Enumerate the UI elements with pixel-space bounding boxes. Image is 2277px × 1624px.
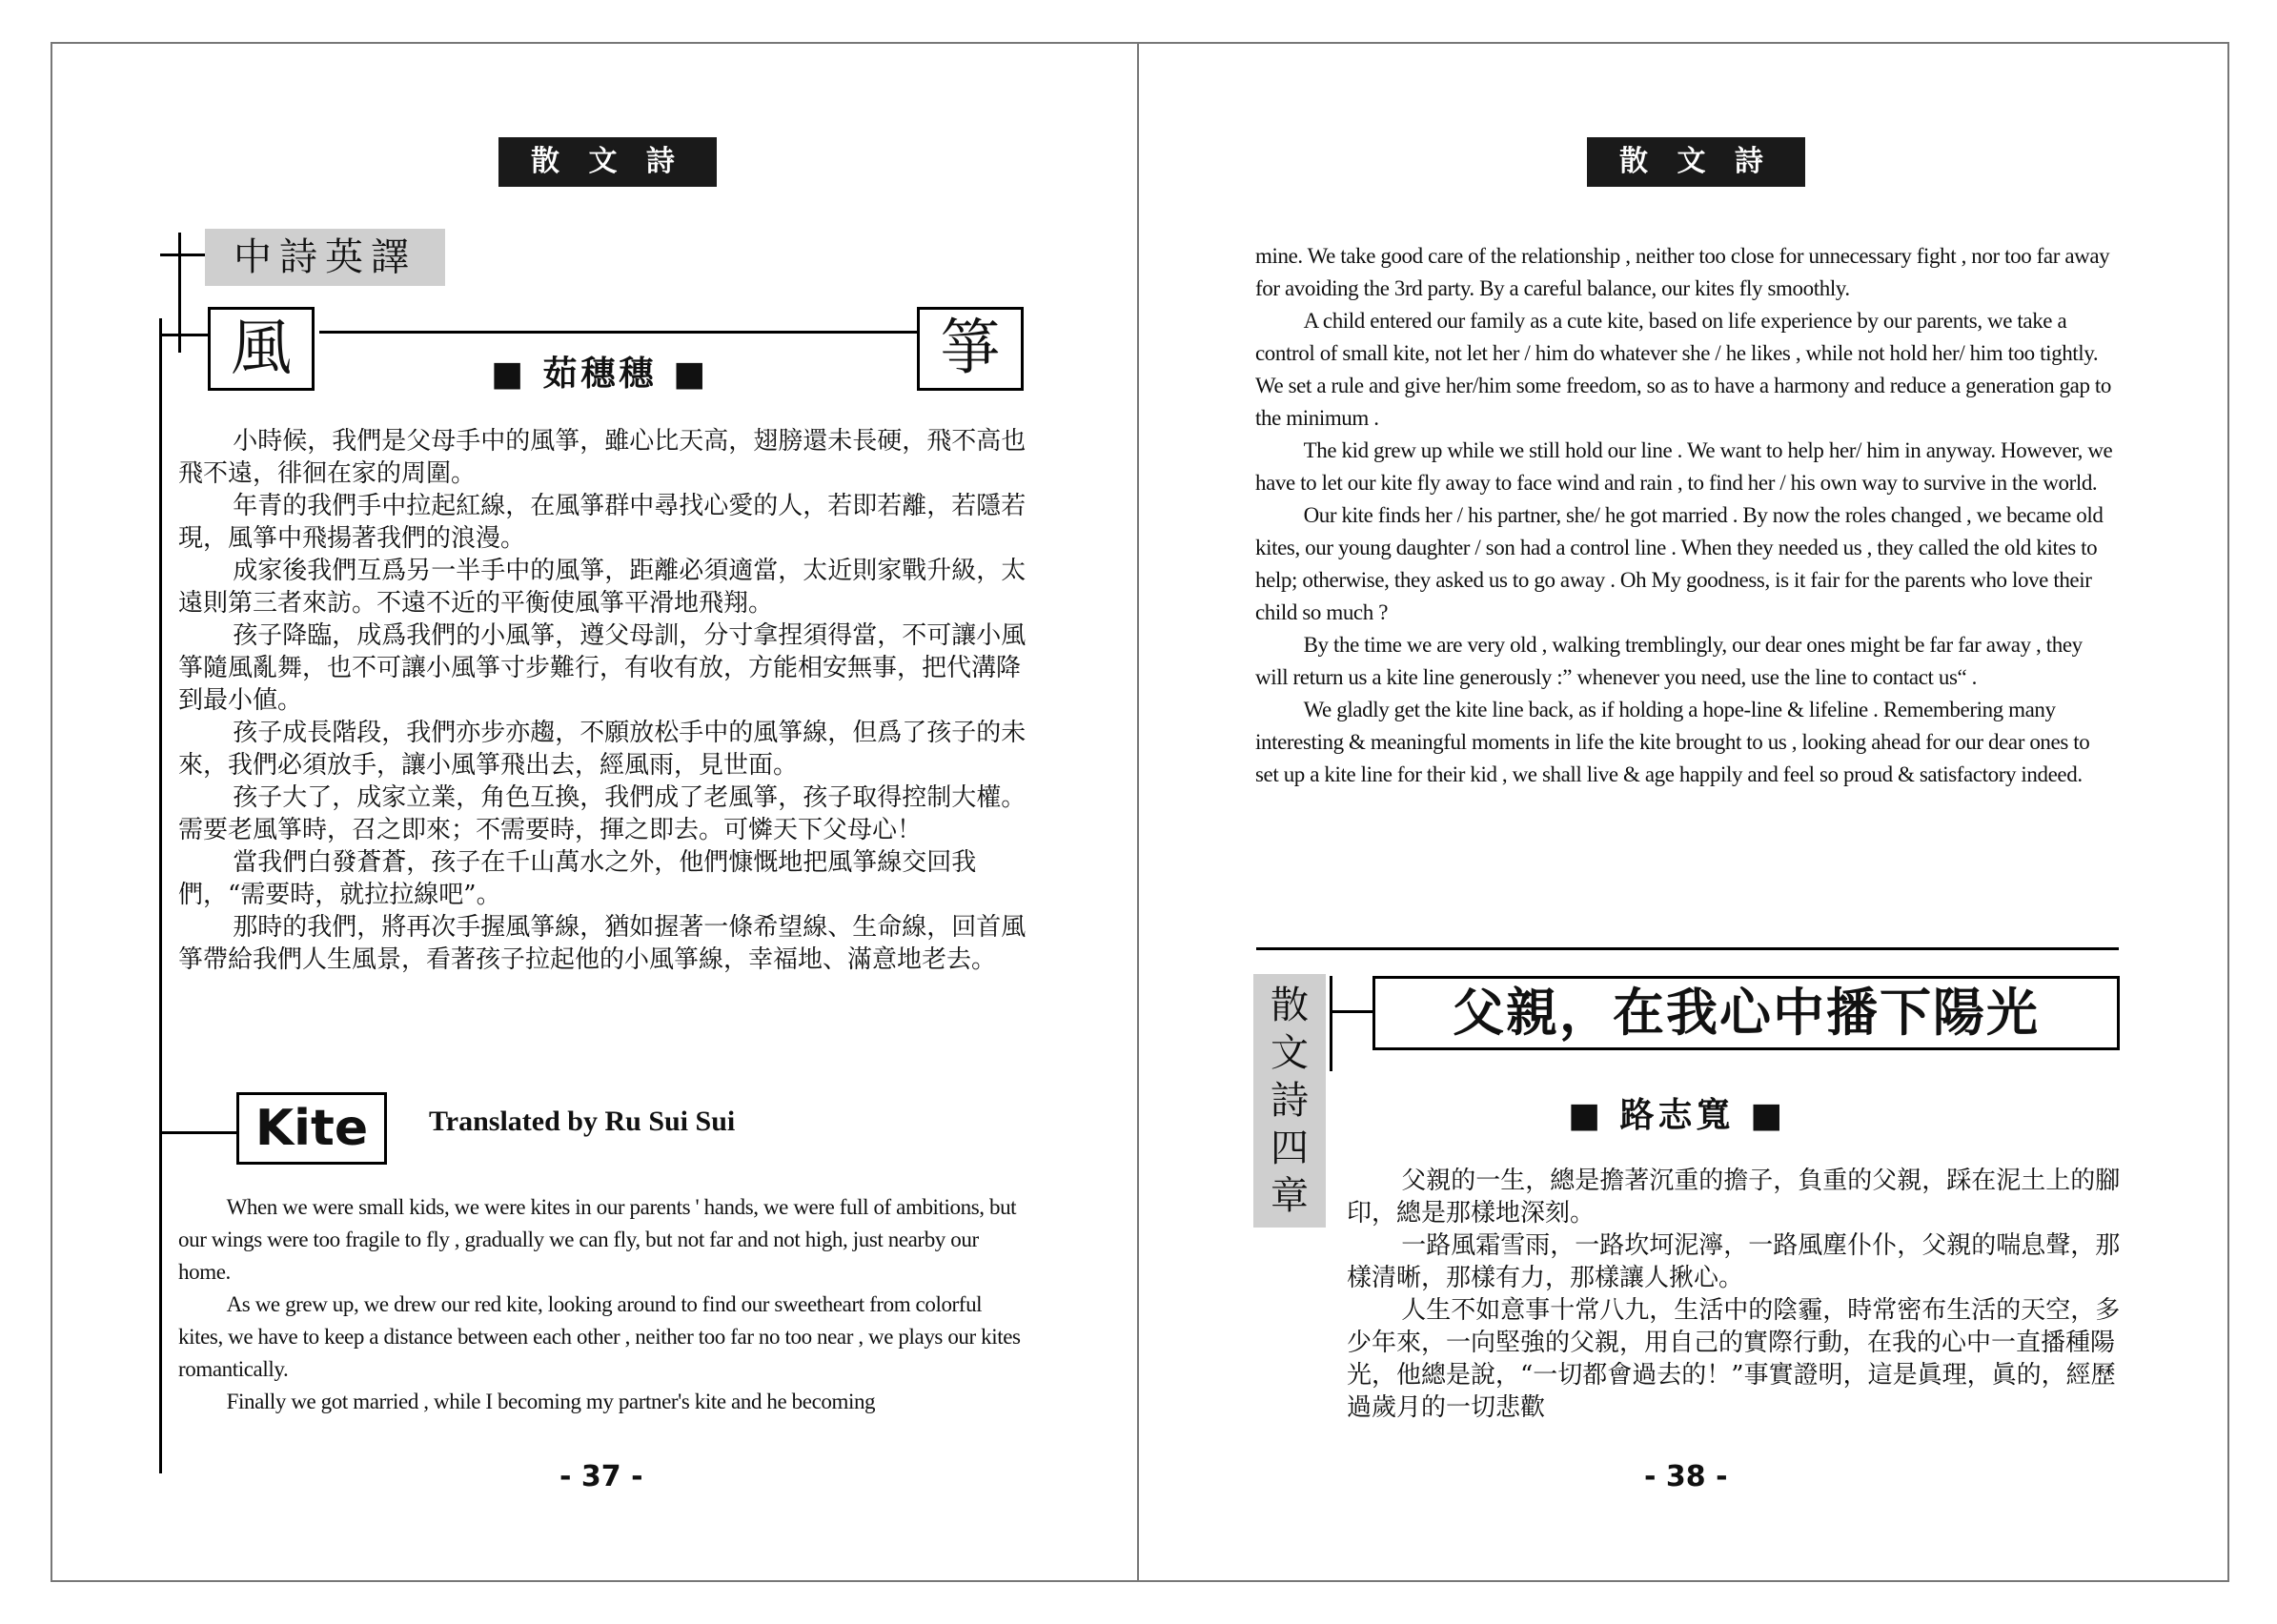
vertical-label-char: 文 <box>1271 1031 1309 1075</box>
zh-paragraph: 一路風霜雪雨，一路坎坷泥濘，一路風塵仆仆，父親的喘息聲，那樣清晰，那樣有力，那樣讓人揪心。 <box>1347 1231 2121 1292</box>
decor-line <box>1330 976 1332 1071</box>
en-paragraph: When we were small kids, we were kites in our parents ' hands, we were full of ambitions, but our wings were too fragile to fly , gradually we can fly, but not far and not high, just nearby our home. <box>178 1195 1017 1284</box>
zh-paragraph: 孩子大了，成家立業，角色互換，我們成了老風箏，孩子取得控制大權。需要老風箏時，召之即來；不需要時，揮之即去。可憐天下父母心！ <box>178 783 1027 844</box>
vertical-label-char: 詩 <box>1271 1079 1309 1123</box>
margin-rule <box>159 318 162 1473</box>
author: ■ 茹穗穗 ■ <box>491 354 710 394</box>
title-rule <box>319 331 967 334</box>
en-paragraph: Finally we got married , while I becoming my partner's kite and he becoming <box>226 1390 876 1413</box>
translated-by: Translated by Ru Sui Sui <box>429 1106 736 1137</box>
en-paragraph: Our kite finds her / his partner, she/ he got married . By now the roles changed , we became old kites, our young daughter / son had a control line . When they needed us , they called the old kites to help; otherwise, they asked us to go away . Oh My goodness, is it fair for the parents who love their child so much ? <box>1255 503 2104 624</box>
vertical-label-char: 四 <box>1271 1127 1309 1170</box>
title-char-right: 箏 <box>917 307 1024 391</box>
en-paragraph: We gladly get the kite line back, as if holding a hope-line & lifeline . Remembering many interesting & meaningful moments in life the kite brought to us , looking ahead for our dear ones to set up a kite line for their kid , we shall live & age happily and feel so proud & satisfactory indeed. <box>1255 698 2090 786</box>
en-text <box>1255 240 2118 791</box>
page-38 <box>1139 42 2227 1582</box>
zh-paragraph: 當我們白發蒼蒼，孩子在千山萬水之外，他們慷慨地把風箏線交回我們，“需要時，就拉拉線吧”。 <box>178 848 977 909</box>
page-number: - 38 - <box>1644 1460 1728 1493</box>
en-paragraph: As we grew up, we drew our red kite, looking around to find our sweetheart from colorful kites, we have to keep a distance between each other , neither too far no too near , we plays our kites romantically. <box>178 1292 1021 1381</box>
zh-paragraph: 孩子降臨，成爲我們的小風箏，遵父母訓，分寸拿捏須得當，不可讓小風箏隨風亂舞，也不可讓小風箏寸步難行，有收有放，方能相安無事，把代溝降到最小値。 <box>178 621 1027 715</box>
zh-paragraph: 小時候，我們是父母手中的風箏，雖心比天高，翅膀還未長硬，飛不高也飛不遠，徘徊在家的周圍。 <box>178 427 1027 488</box>
en-paragraph: mine. We take good care of the relationship , neither too close for unnecessary fight , nor too far away for avoiding the 3rd party. By a careful balance, our kites fly smoothly. <box>1255 244 2110 300</box>
section-banner: 散 文 詩 <box>498 137 717 187</box>
section-rule <box>1256 947 2119 950</box>
en-paragraph: By the time we are very old , walking tremblingly, our dear ones might be far far away , they will return us a kite line generously :” whenever you need, use the line to contact us“ . <box>1255 633 2083 689</box>
poem-author: ■ 路志寬 ■ <box>1568 1095 1787 1135</box>
kite-label: Kite <box>236 1092 387 1165</box>
zh-paragraph: 年青的我們手中拉起紅線，在風箏群中尋找心愛的人，若即若離，若隱若現，風箏中飛揚著我們的浪漫。 <box>178 492 1027 553</box>
en-paragraph: A child entered our family as a cute kite, based on life experience by our parents, we take a control of small kite, not let her / him do whatever she / he likes , while not hold her/ him too tightly. We set a rule and give her/him some freedom, so as to have a harmony and reduce a generation gap to the minimum . <box>1255 309 2112 430</box>
title-char-left: 風 <box>208 307 315 391</box>
zh-text <box>178 425 1027 976</box>
poem-title: 父親，在我心中播下陽光 <box>1372 976 2120 1050</box>
zh-paragraph: 父親的一生，總是擔著沉重的擔子，負重的父親，踩在泥土上的腳印，總是那樣地深刻。 <box>1347 1167 2121 1228</box>
vertical-label-char: 章 <box>1271 1174 1309 1218</box>
zh-paragraph: 孩子成長階段，我們亦步亦趨，不願放松手中的風箏線，但爲了孩子的未來，我們必須放手，讓小風箏飛出去，經風雨，見世面。 <box>178 719 1027 780</box>
zh-paragraph: 那時的我們，將再次手握風箏線，猶如握著一條希望線、生命線，回首風箏帶給我們人生風景，看著孩子拉起他的小風箏線，幸福地、滿意地老去。 <box>178 913 1027 974</box>
vertical-label-char: 散 <box>1271 984 1309 1027</box>
column-label: 中詩英譯 <box>205 229 445 286</box>
zh-text <box>1347 1165 2121 1424</box>
zh-paragraph: 人生不如意事十常八九，生活中的陰霾，時常密布生活的天空，多少年來，一向堅強的父親，用自己的實際行動，在我的心中一直播種陽光，他總是說，“一切都會過去的！”事實證明，這是眞理，眞的，經歷過歲月的一切悲歡 <box>1347 1296 2121 1422</box>
vertical-label <box>1253 974 1326 1228</box>
en-paragraph: The kid grew up while we still hold our line . We want to help her/ him in anyway. However, we have to let our kite fly away to face wind and rain , to find her / his own way to survive in the world. <box>1255 438 2113 495</box>
section-banner: 散 文 詩 <box>1587 137 1805 187</box>
page-37 <box>52 42 1137 1582</box>
page-number: - 37 - <box>559 1460 643 1493</box>
en-text <box>178 1191 1027 1418</box>
zh-paragraph: 成家後我們互爲另一半手中的風箏，距離必須適當，太近則家戰升級，太遠則第三者來訪。不遠不近的平衡使風箏平滑地飛翔。 <box>178 557 1027 618</box>
